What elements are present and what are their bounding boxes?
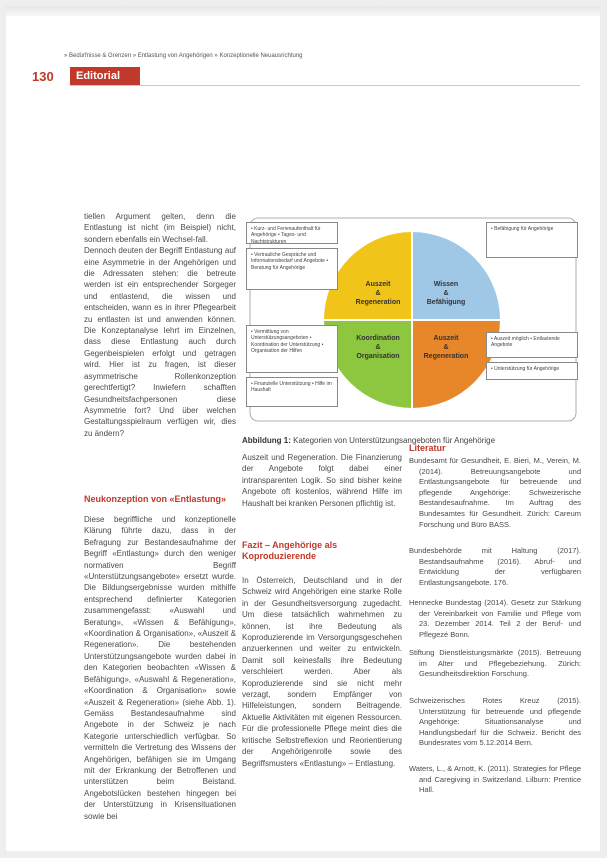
page-number: 130 [32,69,54,84]
caption-label: Abbildung 1: [242,436,291,445]
literature-item: Stiftung Dienstleistungsmärkte (2015). Betreuung im Alter und Pflegebeziehung. Zürich: Gesundheitsdirektion Forschung. [409,648,581,679]
section-body: In Österreich, Deutschland und in der Schweiz wird Angehörigen eine starke Rolle in der Gesundheitsversorgung zugedacht. Um diese tatsächlich wahrnehmen zu können, ist ihre Bedeutung als Koproduzierende im Versorgungsgeschehen anzuerkennen und weiter zu entwickeln. Damit soll keinesfalls ihre Bedeutung verschleiert werden. Aber als Koproduzierende sind sie nicht mehr verzagt, sondern Empfänger von Hilfeleistungen, sondern Beitragende. Aktuelle Aktivitäten mit eigenen Ressourcen. Für die professionelle Pflege meint dies die kritische Selbstreflexion und Reorientierung der Angehörigenrolle sowie des Begriffsmusters «Entlastung» – Entlastung. [242,576,402,768]
paragraph: Dennoch deuten der Begriff Entlastung auf eine Asymmetrie in der Angehörigen und die Adressaten stehen: die betreute werden ist ein entsprechender Sorgeger und entlastend, die wissen und entscheiden, wann es in ihrer Pflegearbeit zu entlasten ist und anwenden können. Die Konzeptanalyse lehrt im Einzelnen, dass diese Entlastung auch durch Gegenbeispielen erfolgt und getragen wird. Hier ist zu fragen, ist dieser asymmetrische Rollenkonzeption gerechtfertigt? Inwiefern schafften Gesundheitsfachpersonen diese Asymmetrie fort? Und über welchen Gestaltungsspielraum verfügen wir, dies zu ändern? [84,246,236,438]
top-strip [6,6,600,16]
literature-item: Bundesamt für Gesundheit, E. Bieri, M., Verein, M. (2014). Betreuungsangebote und Entlastungsangebote für betreuende und pflegende Angehörige: Schweizerische Bestandesaufnahme. Im Auftrag des Bundesamtes für Gesundheit. Zürich: Careum Forschung und Büro BASS. [409,456,581,529]
caption-text: Kategorien von Unterstützungsangeboten für Angehörige [293,436,496,445]
category-box: • Auszeit möglich • Entlastende Angebote [486,332,578,358]
q3-l1: Koordination [356,335,400,342]
q2-l1: Wissen [433,281,459,288]
q3-l3: Organisation [356,353,400,360]
figure [242,212,582,427]
q2-l3: Befähigung [426,299,466,306]
literature-item: Hennecke Bundestag (2014). Gesetz zur Stärkung der Vereinbarkeit von Familie und Pflege vom 23. Dezember 2014. Teil 2 der Beruf- und Pflegezé Bonn. [409,598,581,639]
q1-l3: Regeneration [355,299,401,306]
q3-l2: & [375,344,381,351]
column-a [84,211,236,439]
category-box: • Unterstützung für Angehörige [486,362,578,380]
figure-caption [242,436,495,445]
page [6,6,600,851]
literature-heading: Literatur [409,443,446,453]
category-box: • Befähigung für Angehörige [486,222,578,258]
category-box: • Finanzielle Unterstützung • Hilfe im Haushalt [246,377,338,407]
column-b-intro: Auszeit und Regeneration. Die Finanzierung der Angebote folgt dabei einer intransparenten Logik. So sind bisher keine Angebote oft kostenlos, während Hilfe im Haushalt bei kranken Personen pflichtig ist. [242,453,402,508]
q1-l1: Auszeit [365,281,391,288]
section-heading: Fazit – Angehörige als Koproduzierende [242,540,338,561]
section-heading: Neukonzeption von «Entlastung» [84,494,227,504]
category-box: • Vertrauliche Gespräche und Informationsbedarf und Angebote • Beratung für Angehörige [246,248,338,290]
q4-l1: Auszeit [433,335,459,342]
q1-l2: & [375,290,381,297]
category-box: • Vermittlung von Unterstützungsangeboten • Koordination der Unterstützung • Organisation der Hilfen [246,325,338,373]
q4-l2: & [443,344,449,351]
breadcrumb: » Bedürfnisse & Grenzen » Entlastung von Angehörigen » Konzeptionelle Neuausrichtung [64,53,303,59]
literature-item: Schweizerisches Rotes Kreuz (2015). Unterstützung für betreuende und pflegende Angehörige: Situationsanalyse und Handlungsbedarf für die Schweiz. Bericht des Bundesrates vom 5.12.2014 Bern. [409,696,581,748]
category-box: • Kurz- und Ferienaufenthalt für Angehörige • Tages- und Nachtstrukturen [246,222,338,244]
literature-item: Bundesbehörde mit Haltung (2017). Bestandsaufnahme (2016). Abruf- und Entwicklung der verfügbaren Entlastungsangebote. 176. [409,546,581,587]
q2-l2: & [443,290,449,297]
literature-item: Waters, L., & Arnott, K. (2011). Strategies for Pflege and Caregiving in Switzerland. Lilburn: Prentice Hall. [409,764,581,795]
q4-l3: Regeneration [423,353,469,360]
paragraph: tiellen Argument gelten, denn die Entlastung ist nicht (im Beispiel) nicht, sondern ebenfalls ein Wechsel-fall. [84,212,236,244]
section-tag: Editorial [70,67,140,85]
header-rule [70,85,580,86]
section-body: Diese begriffliche und konzeptionelle Klärung führte dazu, dass in der Befragung zur Bestandesaufnahme der Begriff «Entlastung» durch den weniger normativen Begriff «Unterstützungsangebote» ersetzt wurde. Die Bildungsergebnisse wurden mithilfe entsprechend definierter Kategorien zusammengefasst: «Auswahl und Beratung», «Wissen & Befähigung», «Koordination & Organisation», «Auszeit & Regeneration». Die bestehenden Unterstützungsangebote wurden dabei in den Kategorien beobachten «Wissen & Befähigung», «Auswahl & Regeneration», «Koordination & Organisation» sowie «Auszeit & Regeneration» (siehe Abb. 1). Gemäss Bestandesaufnahme sind Angebote in der Schweiz je nach Kategorie unterschiedlich verfügbar. So vermitteln die Vertretung des Wissens der Angehörigen, befähigen sie im Umgang mit der Erkrankung der Betroffenen und unterstützen beim Beistand. Angebotslücken bestehen hingegen bei der Unterstützung in Krisensituationen sowie bei [84,515,236,821]
